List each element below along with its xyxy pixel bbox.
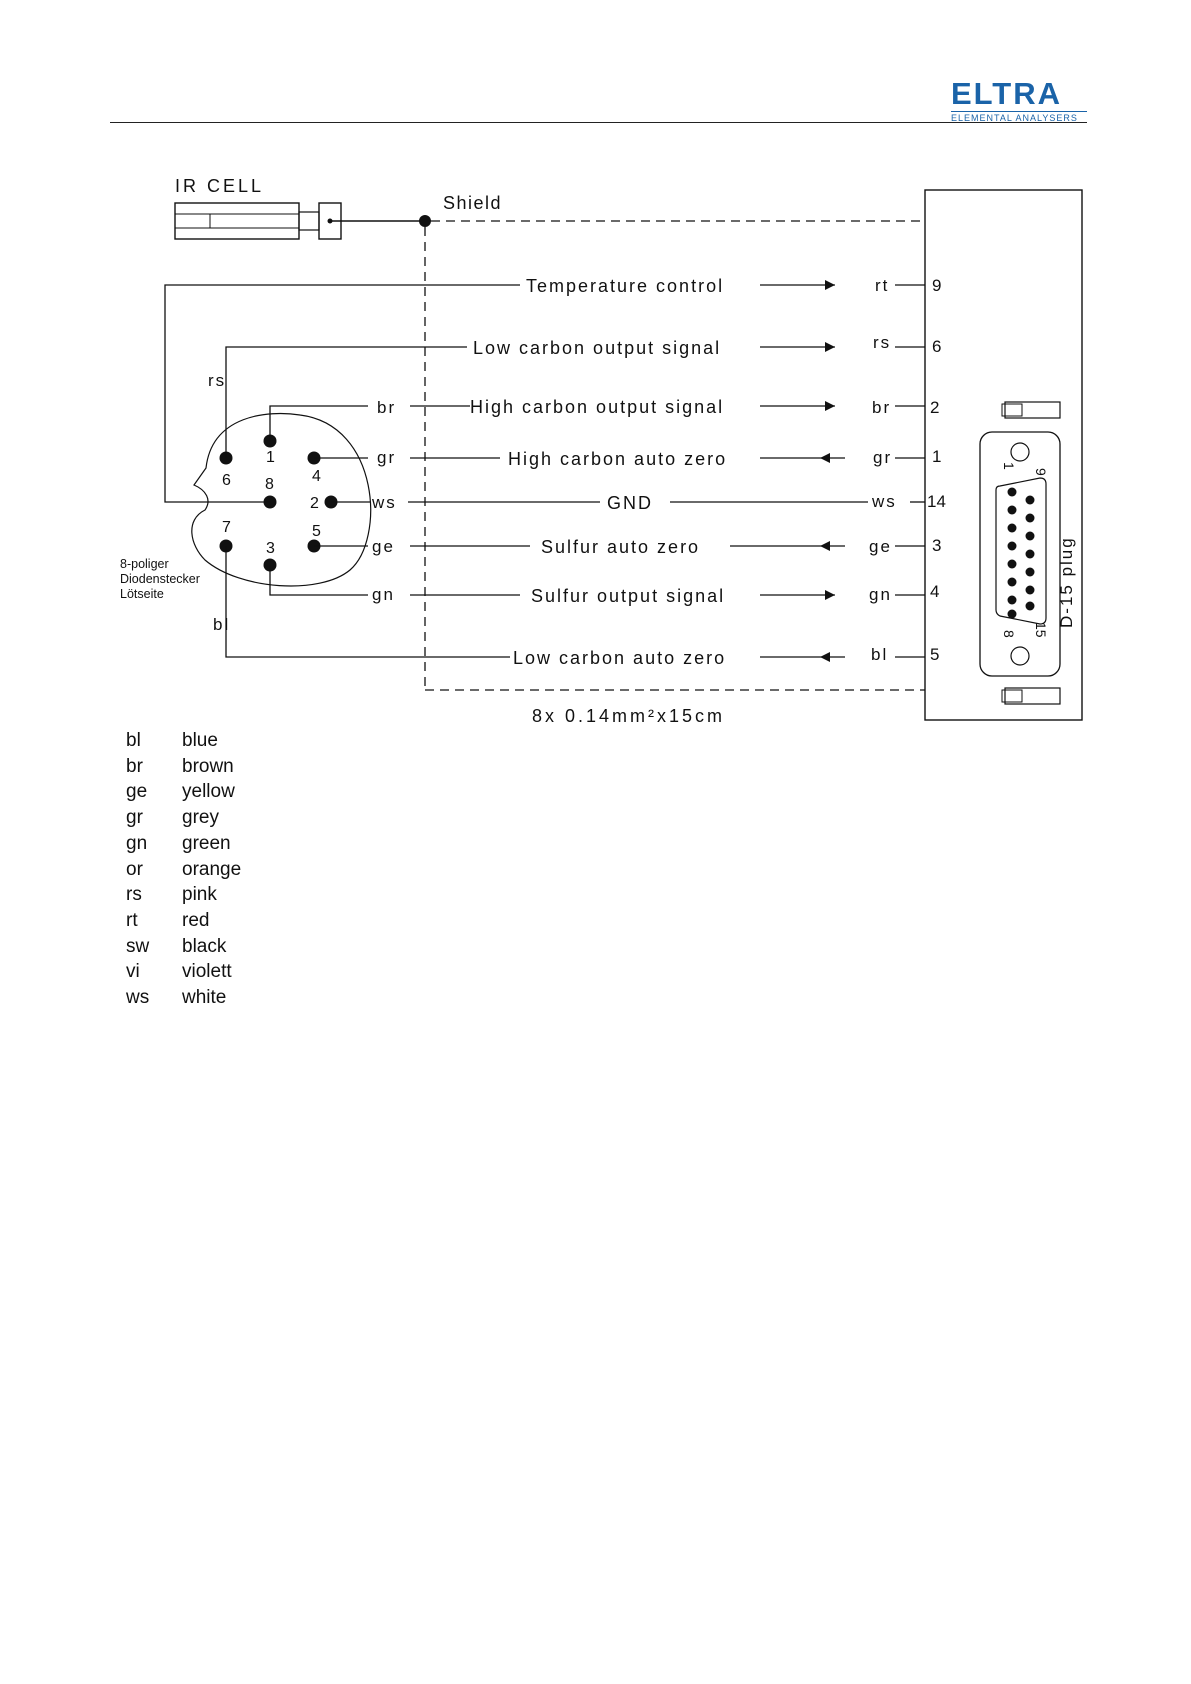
legend-color: pink: [182, 884, 217, 906]
legend-row: [126, 728, 241, 754]
legend-row: [126, 985, 241, 1011]
plug-pin: 9: [932, 276, 942, 295]
wire-code: ws: [372, 493, 397, 512]
wire-code: rs: [873, 333, 892, 352]
plug-pin-dot: [1008, 596, 1017, 605]
ir-cell: [175, 176, 423, 239]
plug-pin-number: 1: [1001, 462, 1017, 470]
signal-label: GND: [607, 493, 653, 513]
wire-code: gn: [372, 585, 395, 604]
legend-code: br: [126, 755, 143, 777]
plug-pin-dot: [1026, 568, 1035, 577]
signal-label: Sulfur output signal: [531, 586, 726, 606]
wire-code: bl: [213, 615, 231, 634]
legend-color: white: [182, 987, 227, 1009]
connector-label: 8-poliger: [120, 557, 169, 571]
legend-code: gn: [126, 832, 148, 854]
legend-color: orange: [182, 858, 242, 880]
plug-pin-dot: [1026, 586, 1035, 595]
plug-pin-dot: [1026, 550, 1035, 559]
color-legend: [126, 728, 241, 1011]
plug-pin-dot: [1008, 488, 1017, 497]
signal-label: High carbon auto zero: [508, 449, 728, 469]
cable-spec: 8x 0.14mm²x15cm: [532, 706, 726, 726]
din-pin-number: 7: [222, 519, 231, 536]
plug-pin-number: 15: [1033, 622, 1049, 638]
connector-label: Diodenstecker: [120, 572, 200, 586]
wire-code: ws: [872, 492, 897, 511]
legend-code: ws: [126, 987, 150, 1009]
legend-row: [126, 754, 241, 780]
logo-word: ELTRA: [951, 76, 1063, 111]
wire-code: gr: [873, 448, 893, 467]
plug-pin-dot: [1008, 542, 1017, 551]
legend-color: brown: [182, 755, 234, 777]
signal-label: Temperature control: [526, 276, 725, 296]
wire-code: ge: [869, 537, 892, 556]
connector-label: Lötseite: [120, 587, 164, 601]
legend-row: [126, 857, 241, 883]
wire-code: br: [872, 398, 892, 417]
d15-plug: [925, 190, 1082, 720]
legend-color: yellow: [182, 781, 235, 803]
din-connector: [120, 413, 371, 601]
legend-code: rs: [126, 884, 142, 906]
wire-code: gr: [377, 448, 397, 467]
legend-row: [126, 882, 241, 908]
plug-pin-dot: [1026, 532, 1035, 541]
legend-color: green: [182, 832, 231, 854]
plug-pin: 14: [927, 492, 946, 511]
din-pin-number: 1: [266, 449, 275, 466]
legend-code: gr: [126, 807, 143, 829]
signal-labels: [470, 276, 727, 668]
right-codes: [869, 276, 897, 664]
plug-pin: 2: [930, 398, 940, 417]
logo-subtitle: ELEMENTAL ANALYSERS: [951, 111, 1087, 123]
legend-code: or: [126, 858, 143, 880]
legend-row: [126, 908, 241, 934]
din-pin-number: 3: [266, 540, 275, 557]
plug-pin-dot: [1008, 610, 1017, 619]
plug-pin: 6: [932, 337, 942, 356]
wire-code: rs: [208, 371, 227, 390]
plug-pin-dot: [1026, 602, 1035, 611]
legend-color: violett: [182, 961, 232, 983]
signal-label: Low carbon auto zero: [513, 648, 727, 668]
wire-code: bl: [871, 645, 889, 664]
din-pin-number: 8: [265, 476, 274, 493]
wire-code: ge: [372, 537, 395, 556]
signal-label: High carbon output signal: [470, 397, 725, 417]
plug-pin-dot: [1008, 578, 1017, 587]
legend-row: [126, 779, 241, 805]
plug-pin-dot: [1008, 524, 1017, 533]
din-pin-number: 4: [312, 468, 321, 485]
legend-code: sw: [126, 935, 150, 957]
wire-code: br: [377, 398, 397, 417]
plug-pin: 1: [932, 447, 942, 466]
plug-pin-dot: [1026, 496, 1035, 505]
wire-code: rt: [875, 276, 890, 295]
plug-pin-dot: [1008, 560, 1017, 569]
plug-label: D-15 plug: [1057, 536, 1076, 628]
legend-code: rt: [126, 909, 138, 931]
plug-pin-number: 9: [1033, 468, 1049, 476]
plug-pin-number: 8: [1001, 630, 1017, 638]
legend-color: blue: [182, 730, 218, 751]
din-pin-number: 2: [310, 495, 319, 512]
legend-color: black: [182, 935, 227, 957]
wire-code: gn: [869, 585, 892, 604]
legend-color: grey: [182, 807, 219, 829]
plug-pin: 4: [930, 582, 940, 601]
plug-pin-dot: [1008, 506, 1017, 515]
ir-cell-label: IR CELL: [175, 176, 265, 196]
shield-label: Shield: [443, 193, 503, 213]
din-pin-number: 5: [312, 523, 321, 540]
legend-code: bl: [126, 730, 141, 751]
legend-row: [126, 959, 241, 985]
plug-pin: 5: [930, 645, 940, 664]
legend-code: ge: [126, 781, 148, 803]
plug-pin-dot: [1026, 514, 1035, 523]
legend-color: red: [182, 909, 210, 931]
legend-row: [126, 831, 241, 857]
legend-row: [126, 934, 241, 960]
signal-label: Sulfur auto zero: [541, 537, 701, 557]
signal-label: Low carbon output signal: [473, 338, 722, 358]
legend-row: [126, 805, 241, 831]
plug-pin: 3: [932, 536, 942, 555]
din-pin-number: 6: [222, 472, 231, 489]
legend-code: vi: [126, 961, 140, 983]
